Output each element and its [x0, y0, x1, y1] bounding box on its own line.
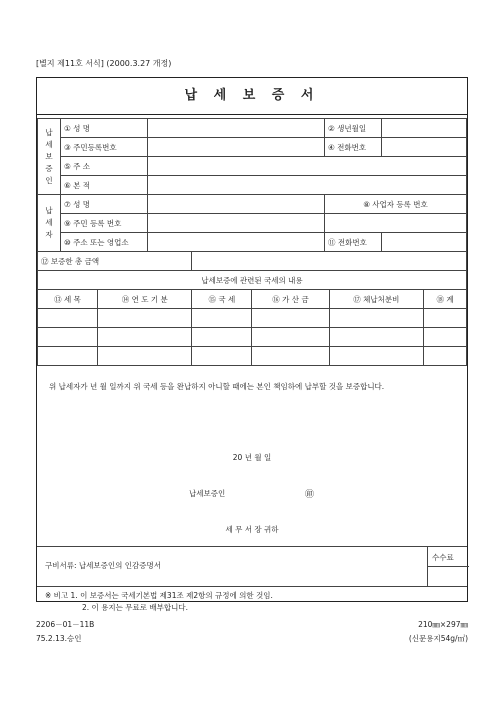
footer-approval: 75.2.13.승인 — [36, 634, 82, 643]
table-row[interactable] — [38, 328, 467, 347]
remarks-1: ※ 비고 1. 이 보증서는 국세기본법 제31조 제2항의 규정에 의한 것임. — [45, 591, 273, 600]
required-docs: 구비서류: 납세보증인의 인감증명서 — [45, 561, 161, 570]
col-disposition-cost: ⑰ 체납처분비 — [329, 290, 423, 309]
taxpayer-phone-label: ⑪ 전화번호 — [325, 233, 382, 252]
tax-section-title: 납세보증에 관련된 국세의 내용 — [38, 271, 467, 290]
guarantor-rrn-field[interactable] — [148, 138, 325, 157]
col-total: ⑱ 계 — [424, 290, 467, 309]
taxpayer-phone-field[interactable] — [382, 233, 467, 252]
taxpayer-name-field[interactable] — [148, 195, 325, 214]
guarantor-domicile-label: ⑥ 본 적 — [61, 176, 148, 195]
guarantor-birth-label: ② 생년월일 — [325, 119, 382, 138]
taxpayer-bizno-label: ⑧ 사업자 등록 번호 — [325, 195, 467, 214]
taxpayer-table — [37, 194, 467, 252]
table-row[interactable] — [38, 347, 467, 366]
guarantor-domicile-field[interactable] — [148, 176, 467, 195]
footer-paper-type: (신문용지54g/㎡) — [408, 634, 468, 643]
guarantor-phone-field[interactable] — [382, 138, 467, 157]
guarantor-phone-label: ④ 전화번호 — [325, 138, 382, 157]
guarantor-rrn-label: ③ 주민등록번호 — [61, 138, 148, 157]
taxpayer-rrn-field[interactable] — [148, 214, 325, 233]
total-amount-field[interactable] — [192, 252, 467, 271]
guarantee-statement: 위 납세자가 년 월 일까지 위 국세 등을 완납하지 아니할 때에는 본인 책임하에 납부할 것을 보증합니다. — [49, 382, 385, 391]
taxpayer-bizno-field[interactable] — [325, 214, 467, 233]
taxpayer-rrn-label: ⑨ 주민 등록 번호 — [61, 214, 148, 233]
footer-form-code: 2206－01－11B — [36, 620, 95, 629]
fee-label: 수수료 — [432, 553, 454, 562]
guarantor-address-label: ⑤ 주 소 — [61, 157, 148, 176]
seal-mark: ㊞ — [305, 490, 315, 500]
col-national-tax: ⑮ 국 세 — [192, 290, 252, 309]
col-tax-item: ⑬ 세 목 — [38, 290, 98, 309]
form-header: [별지 제11호 서식] (2000.3.27 개정) — [36, 59, 172, 68]
date-line: 20 년 월 일 — [232, 453, 272, 462]
form-title: 납 세 보 증 서 — [37, 78, 467, 115]
addressee: 세 무 서 장 귀하 — [225, 525, 279, 534]
guarantor-address-field[interactable] — [148, 157, 467, 176]
guarantor-table — [37, 118, 467, 195]
col-tax-year: ⑭ 연 도 기 분 — [98, 290, 192, 309]
guarantor-side-label: 납 세 보 증 인 — [38, 119, 61, 195]
taxpayer-name-label: ⑦ 성 명 — [61, 195, 148, 214]
tax-guarantee-form — [36, 77, 468, 602]
taxpayer-address-field[interactable] — [148, 233, 325, 252]
remarks-2: 2. 이 용지는 무료로 배부합니다. — [82, 603, 189, 612]
col-penalty: ⑯ 가 산 금 — [252, 290, 329, 309]
guarantor-name-label: ① 성 명 — [61, 119, 148, 138]
total-amount-label: ⑫ 보증한 총 금액 — [38, 252, 192, 271]
signer-label: 납세보증인 — [189, 489, 226, 498]
table-row[interactable] — [38, 309, 467, 328]
guarantor-birth-field[interactable] — [382, 119, 467, 138]
tax-table — [37, 251, 467, 366]
guarantor-name-field[interactable] — [148, 119, 325, 138]
footer-paper-size: 210㎜×297㎜ — [418, 620, 468, 629]
taxpayer-address-label: ⑩ 주소 또는 영업소 — [61, 233, 148, 252]
taxpayer-side-label: 납 세 자 — [38, 195, 61, 252]
